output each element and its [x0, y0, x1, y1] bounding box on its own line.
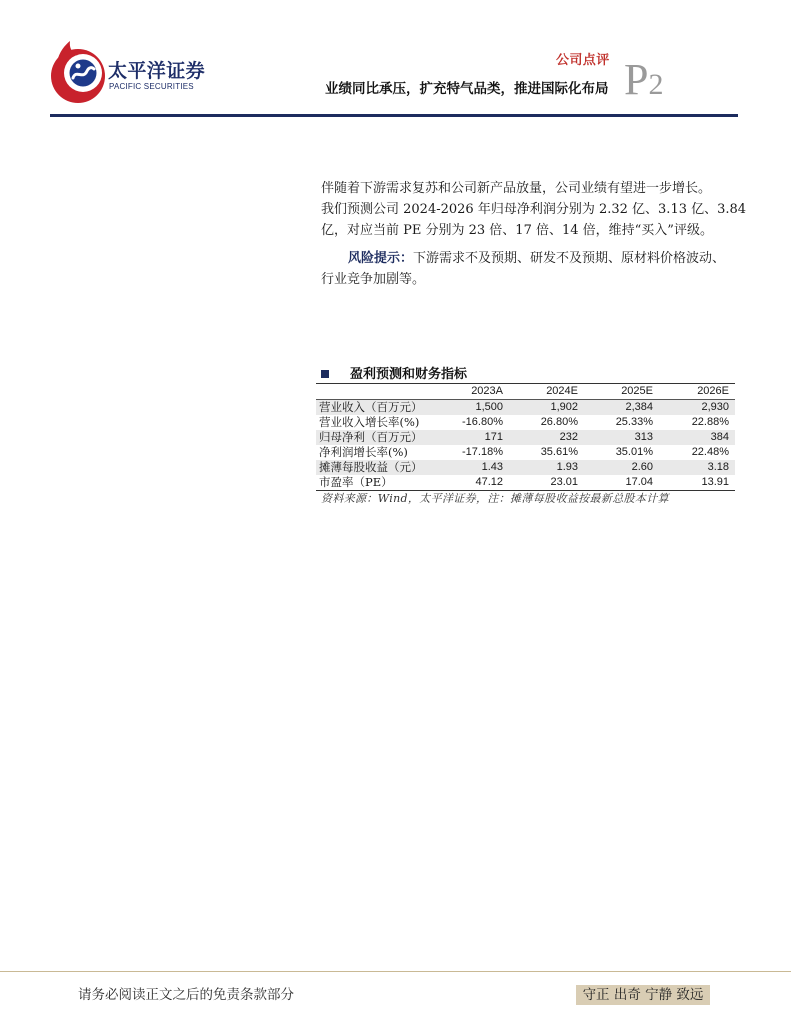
table-header-row	[316, 384, 735, 400]
table-cell: 1,902	[550, 401, 578, 413]
table-cell: 2,930	[701, 401, 729, 413]
header-cell: 2023A	[471, 385, 503, 397]
row-label: 营业收入增长率(%)	[319, 415, 420, 429]
table-cell: -17.18%	[462, 446, 503, 458]
table-cell: 3.18	[707, 461, 729, 473]
table-cell: 35.01%	[615, 446, 653, 458]
footer-divider	[0, 971, 791, 972]
row-label: 归母净利（百万元）	[319, 430, 423, 444]
table-cell: 22.88%	[691, 416, 729, 428]
footer-motto: 守正 出奇 宁静 致远	[576, 985, 710, 1005]
report-title: 业绩同比承压，扩充特气品类，推进国际化布局	[325, 81, 609, 97]
table-row	[316, 415, 735, 430]
table-cell: 17.04	[625, 476, 653, 488]
page-label: P2	[624, 55, 664, 104]
table-cell: 1.93	[556, 461, 578, 473]
brand-name-cn: 太平洋证券	[108, 60, 206, 82]
table-cell: 47.12	[475, 476, 503, 488]
square-bullet-icon	[321, 370, 329, 378]
pacific-securities-logo-icon	[48, 40, 110, 106]
brand-name-en: PACIFIC SECURITIES	[109, 82, 194, 91]
body-line: 我们预测公司 2024-2026 年归母净利润分别为 2.32 亿、3.13 亿、3.84	[321, 202, 747, 217]
table-cell: 2,384	[625, 401, 653, 413]
table-cell: 35.61%	[540, 446, 578, 458]
row-label: 净利润增长率(%)	[319, 445, 408, 459]
table-row	[316, 430, 735, 445]
body-line: 伴随着下游需求复苏和公司新产品放量，公司业绩有望进一步增长。	[321, 181, 712, 196]
company-logo	[48, 40, 110, 106]
body-text	[321, 178, 746, 290]
risk-text: 下游需求不及预期、研发不及预期、原材料价格波动、	[413, 251, 726, 266]
header-divider	[50, 114, 738, 117]
header-cell: 2026E	[697, 385, 729, 397]
row-label: 市盈率（PE）	[319, 475, 393, 489]
table-row	[316, 445, 735, 460]
table-cell: 13.91	[701, 476, 729, 488]
row-label: 摊薄每股收益（元）	[319, 460, 423, 474]
financial-forecast-table	[316, 383, 735, 491]
body-line: 亿，对应当前 PE 分别为 23 倍、17 倍、14 倍，维持“买入”评级。	[321, 223, 713, 238]
header-cell: 2025E	[621, 385, 653, 397]
table-row	[316, 460, 735, 475]
table-cell: 22.48%	[691, 446, 729, 458]
header-cell	[316, 384, 430, 399]
report-type: 公司点评	[556, 53, 610, 68]
table-row	[316, 400, 735, 415]
table-cell: 25.33%	[615, 416, 653, 428]
footer-disclaimer: 请务必阅读正文之后的免责条款部分	[78, 987, 294, 1003]
table-title: 盈利预测和财务指标	[350, 367, 468, 382]
risk-continuation: 行业竞争加剧等。	[321, 272, 426, 287]
table-cell: 23.01	[550, 476, 578, 488]
table-cell: 26.80%	[540, 416, 578, 428]
table-cell: 1,500	[475, 401, 503, 413]
table-row	[316, 475, 735, 490]
header-cell: 2024E	[546, 385, 578, 397]
risk-label: 风险提示：	[348, 251, 414, 266]
table-source-note: 资料来源：Wind，太平洋证券，注：摊薄每股收益按最新总股本计算	[321, 492, 669, 505]
table-cell: 313	[634, 431, 653, 443]
table-cell: -16.80%	[462, 416, 503, 428]
table-cell: 2.60	[631, 461, 653, 473]
table-cell: 384	[710, 431, 729, 443]
table-cell: 1.43	[481, 461, 503, 473]
row-label: 营业收入（百万元）	[319, 400, 423, 414]
risk-paragraph	[321, 248, 746, 269]
table-cell: 171	[484, 431, 503, 443]
table-cell: 232	[559, 431, 578, 443]
